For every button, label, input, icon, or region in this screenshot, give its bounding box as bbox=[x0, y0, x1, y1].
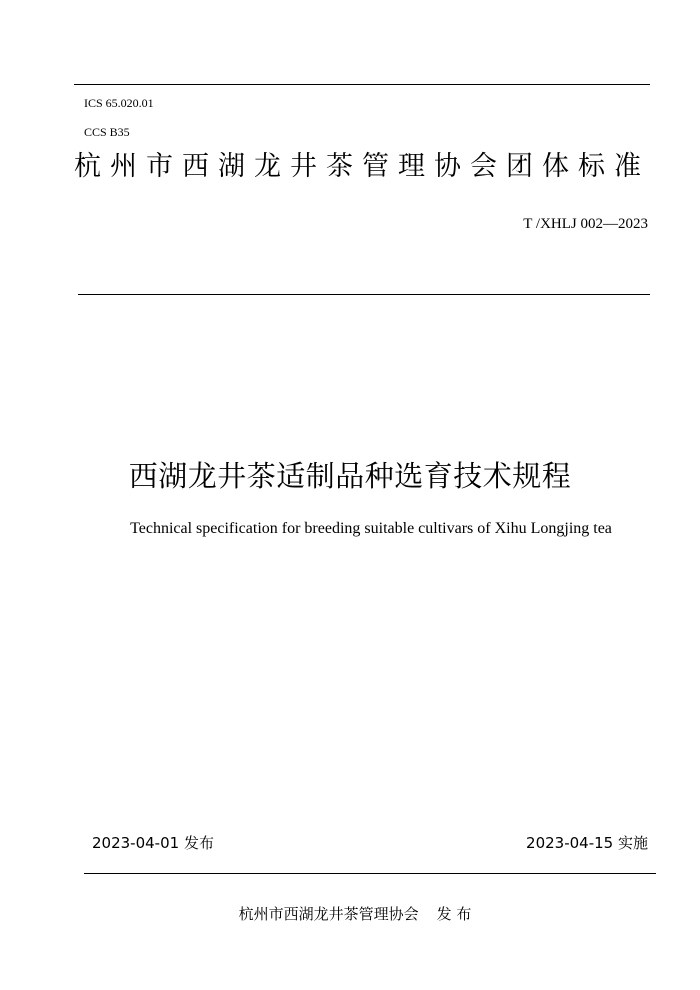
document-title: 西湖龙井茶适制品种选育技术规程 bbox=[128, 459, 572, 493]
ccs-code: CCS B35 bbox=[84, 125, 130, 139]
ics-code: ICS 65.020.01 bbox=[84, 96, 154, 110]
issuer-name: 杭州市西湖龙井茶管理协会 bbox=[238, 905, 419, 923]
implementation-date: 2023-04-15 实施 bbox=[526, 834, 648, 852]
issue-label: 发 布 bbox=[436, 905, 472, 923]
header-divider bbox=[78, 294, 650, 295]
top-rule bbox=[74, 84, 650, 85]
organization-title: 杭州市西湖龙井茶管理协会团体标准 bbox=[74, 151, 650, 182]
document-subtitle: Technical specification for breeding suitable cultivars of Xihu Longjing tea bbox=[130, 520, 612, 537]
standard-number: T /XHLJ 002—2023 bbox=[523, 216, 648, 232]
footer-rule bbox=[84, 873, 656, 874]
publish-date: 2023-04-01 发布 bbox=[92, 834, 214, 852]
issuer-line bbox=[0, 903, 700, 924]
